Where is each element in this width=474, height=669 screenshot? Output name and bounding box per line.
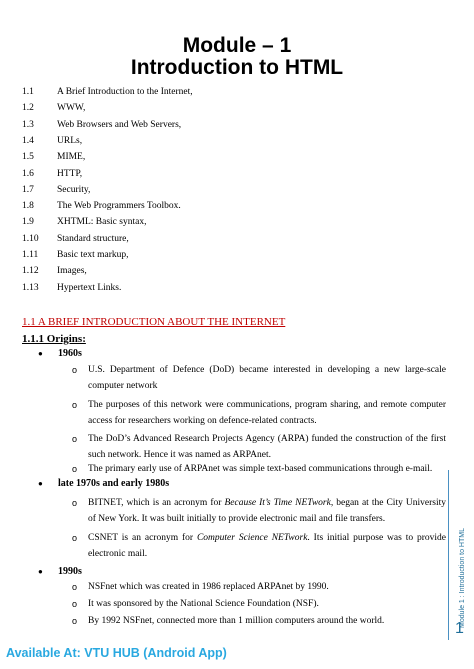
toc-item: [22, 233, 129, 245]
toc-item-number: 1.11: [22, 250, 39, 260]
hollow-bullet-icon: o: [72, 498, 78, 508]
list-item-text: The primary early use of ARPAnet was simple text-based communications through e-mail.: [88, 464, 433, 474]
footer-text: Available At: VTU HUB (Android App): [6, 646, 227, 660]
toc-item: [22, 119, 181, 131]
toc-item: [22, 184, 90, 196]
list-item-text: NSFnet which was created in 1986 replaced ARPAnet by 1990.: [88, 582, 329, 592]
toc-item-number: 1.13: [22, 282, 39, 293]
list-item-text: CSNET is an acronym for Computer Science NETwork. Its initial purpose was to provide electronic mail.: [88, 533, 446, 559]
bullet-icon: ●: [38, 479, 43, 488]
hollow-bullet-icon: o: [72, 464, 78, 474]
toc-item-label: Images,: [57, 266, 87, 277]
toc-item-number: 1.6: [22, 168, 34, 179]
toc-item: [22, 86, 193, 98]
list-item-text: It was sponsored by the National Science Foundation (NSF).: [88, 599, 319, 609]
section-heading: 1.1 A BRIEF INTRODUCTION ABOUT THE INTERNET: [22, 316, 286, 328]
toc-item-label: MIME,: [57, 152, 86, 163]
era-heading: [38, 478, 169, 489]
list-item: [72, 614, 446, 630]
list-item-text: U.S. Department of Defence (DoD) became interested in developing a new large-scale computer network: [88, 365, 446, 391]
toc-item-label: XHTML: Basic syntax,: [57, 217, 147, 228]
toc-item-label: Security,: [57, 184, 91, 195]
list-item-text: BITNET, which is an acronym for Because It’s Time NETwork, began at the City University of New York. It was built initially to provide electronic mail and file transfers.: [88, 498, 446, 524]
toc-item: [22, 216, 146, 228]
list-item: [72, 531, 446, 562]
hollow-bullet-icon: o: [72, 365, 78, 375]
list-item: [72, 462, 446, 478]
toc-item-label: HTTP,: [57, 168, 83, 179]
page-title-module: Module – 1: [182, 34, 292, 57]
toc-item-label: A Brief Introduction to the Internet,: [57, 87, 193, 97]
hollow-bullet-icon: o: [72, 582, 78, 592]
bullet-icon: ●: [38, 567, 43, 576]
list-item: [72, 580, 446, 596]
list-item: [72, 496, 446, 527]
toc-item-label: Hypertext Links.: [57, 282, 122, 293]
toc-item-label: Web Browsers and Web Servers,: [57, 119, 182, 130]
toc-item-number: 1.2: [22, 103, 34, 114]
toc-item-number: 1.8: [22, 201, 34, 212]
page-title-topic: Introduction to HTML: [130, 56, 344, 79]
toc-item-number: 1.12: [22, 266, 39, 277]
toc-item: [22, 282, 121, 294]
toc-item: [22, 135, 82, 147]
side-running-header: Module 1 : Introduction to HTML: [459, 528, 466, 628]
page-number: 1: [455, 620, 464, 637]
toc-item: [22, 265, 87, 277]
toc-item: [22, 200, 181, 212]
era-label: late 1970s and early 1980s: [58, 478, 170, 489]
hollow-bullet-icon: o: [72, 533, 78, 543]
toc-item-number: 1.7: [22, 184, 34, 195]
toc-item: [22, 102, 85, 114]
era-heading: [38, 566, 82, 577]
toc-item: [22, 249, 129, 261]
toc-item-number: 1.3: [22, 119, 34, 130]
hollow-bullet-icon: o: [72, 599, 78, 609]
list-item: [72, 398, 446, 429]
bullet-icon: ●: [38, 349, 43, 358]
toc-item-label: The Web Programmers Toolbox.: [57, 201, 181, 212]
toc-item-number: 1.9: [22, 217, 34, 228]
list-item-text: By 1992 NSFnet, connected more than 1 million computers around the world.: [88, 616, 385, 626]
hollow-bullet-icon: o: [72, 616, 78, 626]
list-item-text: The purposes of this network were communications, program sharing, and remote computer access for researchers working on defence-related contracts.: [88, 400, 446, 426]
toc-item-label: Basic text markup,: [57, 250, 129, 260]
toc-item-number: 1.10: [22, 233, 39, 244]
list-item: [72, 363, 446, 394]
toc-item-label: Standard structure,: [57, 233, 129, 244]
era-heading: [38, 348, 82, 359]
era-label: 1960s: [58, 348, 82, 359]
side-divider: [448, 470, 449, 640]
hollow-bullet-icon: o: [72, 434, 78, 444]
list-item: [72, 597, 446, 613]
toc-item-label: WWW,: [57, 103, 86, 114]
toc-item-label: URLs,: [57, 135, 83, 146]
subsection-heading: 1.1.1 Origins:: [22, 333, 86, 345]
list-item-text: The DoD’s Advanced Research Projects Agency (ARPA) funded the construction of the first such network. Hence it was named as ARPAnet.: [88, 434, 446, 460]
toc-item-number: 1.5: [22, 152, 34, 163]
toc-item: [22, 168, 82, 180]
hollow-bullet-icon: o: [72, 400, 78, 410]
toc-item-number: 1.1: [22, 87, 34, 97]
era-label: 1990s: [58, 566, 82, 577]
toc-item: [22, 151, 85, 163]
toc-item-number: 1.4: [22, 135, 34, 146]
list-item: [72, 432, 446, 463]
